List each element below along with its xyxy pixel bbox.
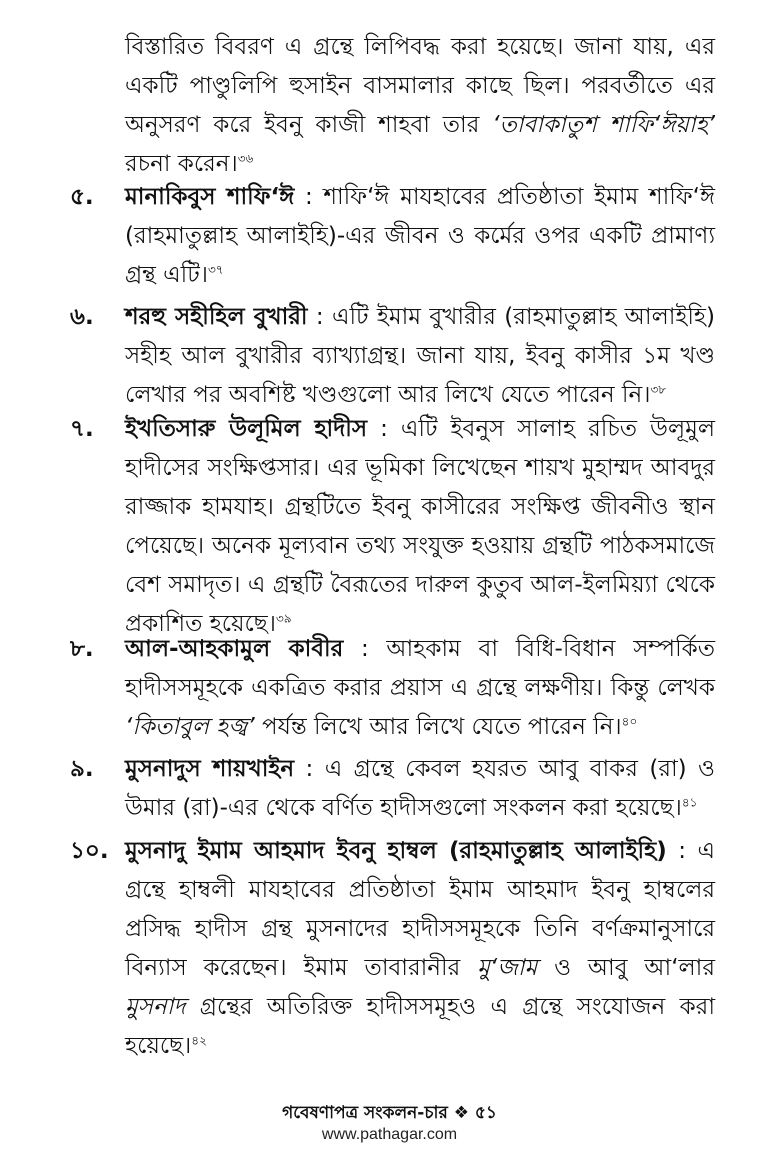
item-title: মুসনাদুস শায়খাইন (125, 756, 295, 782)
footnote-marker: ৩৮ (650, 382, 667, 397)
item-number: ৭. (70, 416, 94, 442)
item-text: : এ গ্রন্থে কেবল হযরত আবু বাকর (রা) ও উমার (রা)-এর থেকে বর্ণিত হাদীসগুলো সংকলন করা হয়েছে। (125, 756, 715, 821)
item-body (125, 298, 715, 415)
intro-book-title: ‘তাবাকাতুশ শাফি‘ঈয়াহ’ (492, 112, 715, 138)
item-number: ৫. (70, 184, 94, 210)
intro-text: বিস্তারিত বিবরণ এ গ্রন্থে লিপিবদ্ধ করা হয়েছে। জানা যায়, এর একটি পাণ্ডুলিপি হুসাইন বাসমালার কাছে ছিল। পরবর্তীতে এর অনুসরণ করে ইবনু কাজী শাহবা তার (125, 34, 715, 138)
item-book-title-2: মুসনাদ (125, 994, 186, 1020)
item-text: : শাফি‘ঈ মাযহাবের প্রতিষ্ঠাতা ইমাম শাফি‘ঈ (রাহমাতুল্লাহ আলাইহি)-এর জীবন ও কর্মের ওপর একটি প্রামাণ্য গ্রন্থ এটি। (125, 184, 715, 288)
footnote-marker: ৩৯ (275, 611, 292, 626)
item-number: ৬. (70, 304, 94, 330)
list-item (70, 750, 720, 828)
intro-text-end: রচনা করেন। (125, 151, 238, 177)
list-item (70, 630, 720, 747)
item-body (125, 410, 715, 644)
footnote-marker: ৩৭ (207, 262, 224, 277)
page-footer: গবেষণাপত্র সংকলন-চার ❖ ৫১ (282, 1103, 497, 1123)
list-item (70, 410, 720, 644)
list-item (70, 178, 720, 295)
item-text-end: পর্যন্ত লিখে আর লিখে যেতে পারেন নি। (254, 714, 622, 740)
footnote-marker: ৪২ (191, 1033, 207, 1048)
item-book-title: মু‘জাম (477, 955, 538, 981)
item-body (125, 832, 715, 1066)
item-body (125, 178, 715, 295)
footnote-marker: ৪১ (681, 795, 698, 810)
list-item (70, 832, 720, 1066)
item-number: ৯. (70, 756, 94, 782)
intro-paragraph (125, 28, 715, 184)
item-title: আল-আহকামুল কাবীর (125, 636, 344, 662)
item-text-mid: ও আবু আ‘লার (537, 955, 715, 981)
item-title: ইখতিসারু উলূমিল হাদীস (125, 416, 368, 442)
footnote-marker: ৩৬ (237, 151, 254, 166)
item-book-title: ‘কিতাবুল হজ্ব’ (125, 714, 255, 740)
item-title: মানাকিবুস শাফি‘ঈ (125, 184, 295, 210)
item-title: শরহু সহীহিল বুখারী (125, 304, 308, 330)
item-number: ৮. (70, 636, 94, 662)
item-number: ১০. (70, 838, 109, 864)
item-body (125, 630, 715, 747)
item-text: : আহকাম বা বিধি-বিধান সম্পর্কিত হাদীসসমূহকে একত্রিত করার প্রয়াস এ গ্রন্থে লক্ষণীয়। কিন্তু লেখক (125, 636, 715, 701)
item-text-end: গ্রন্থের অতিরিক্ত হাদীসসমূহও এ গ্রন্থে সংযোজন করা হয়েছে। (125, 994, 715, 1059)
footnote-marker: ৪০ (621, 714, 638, 729)
item-title: মুসনাদু ইমাম আহমাদ ইবনু হাম্বল (রাহমাতুল্লাহ আলাইহি) (125, 838, 667, 864)
item-text: : এটি ইমাম বুখারীর (রাহমাতুল্লাহ আলাইহি) সহীহ আল বুখারীর ব্যাখ্যাগ্রন্থ। জানা যায়, ইবনু কাসীর ১ম খণ্ড লেখার পর অবশিষ্ট খণ্ডগুলো আর লিখে যেতে পারেন নি। (125, 304, 715, 408)
item-text: : এ গ্রন্থে হাম্বলী মাযহাবের প্রতিষ্ঠাতা ইমাম আহমাদ ইবনু হাম্বলের প্রসিদ্ধ হাদীস গ্রন্থ মুসনাদের হাদীসসমূহকে তিনি বর্ণক্রমানুসারে বিন্যাস করেছেন। ইমাম তাবারানীর (125, 838, 715, 981)
site-url: www.pathagar.com (321, 1126, 458, 1143)
item-text: : এটি ইবনুস সালাহ রচিত উলূমুল হাদীসের সংক্ষিপ্তসার। এর ভূমিকা লিখেছেন শায়খ মুহাম্মদ আবদুর রাজ্জাক হামযাহ। গ্রন্থটিতে ইবনু কাসীরের সংক্ষিপ্ত জীবনীও স্থান পেয়েছে। অনেক মূল্যবান তথ্য সংযুক্ত হওয়ায় গ্রন্থটি পাঠকসমাজে বেশ সমাদৃত। এ গ্রন্থটি বৈরূতের দারুল কুতুব আল-ইলমিয়্যা থেকে প্রকাশিত হয়েছে। (125, 416, 715, 637)
list-item (70, 298, 720, 415)
item-body (125, 750, 715, 828)
